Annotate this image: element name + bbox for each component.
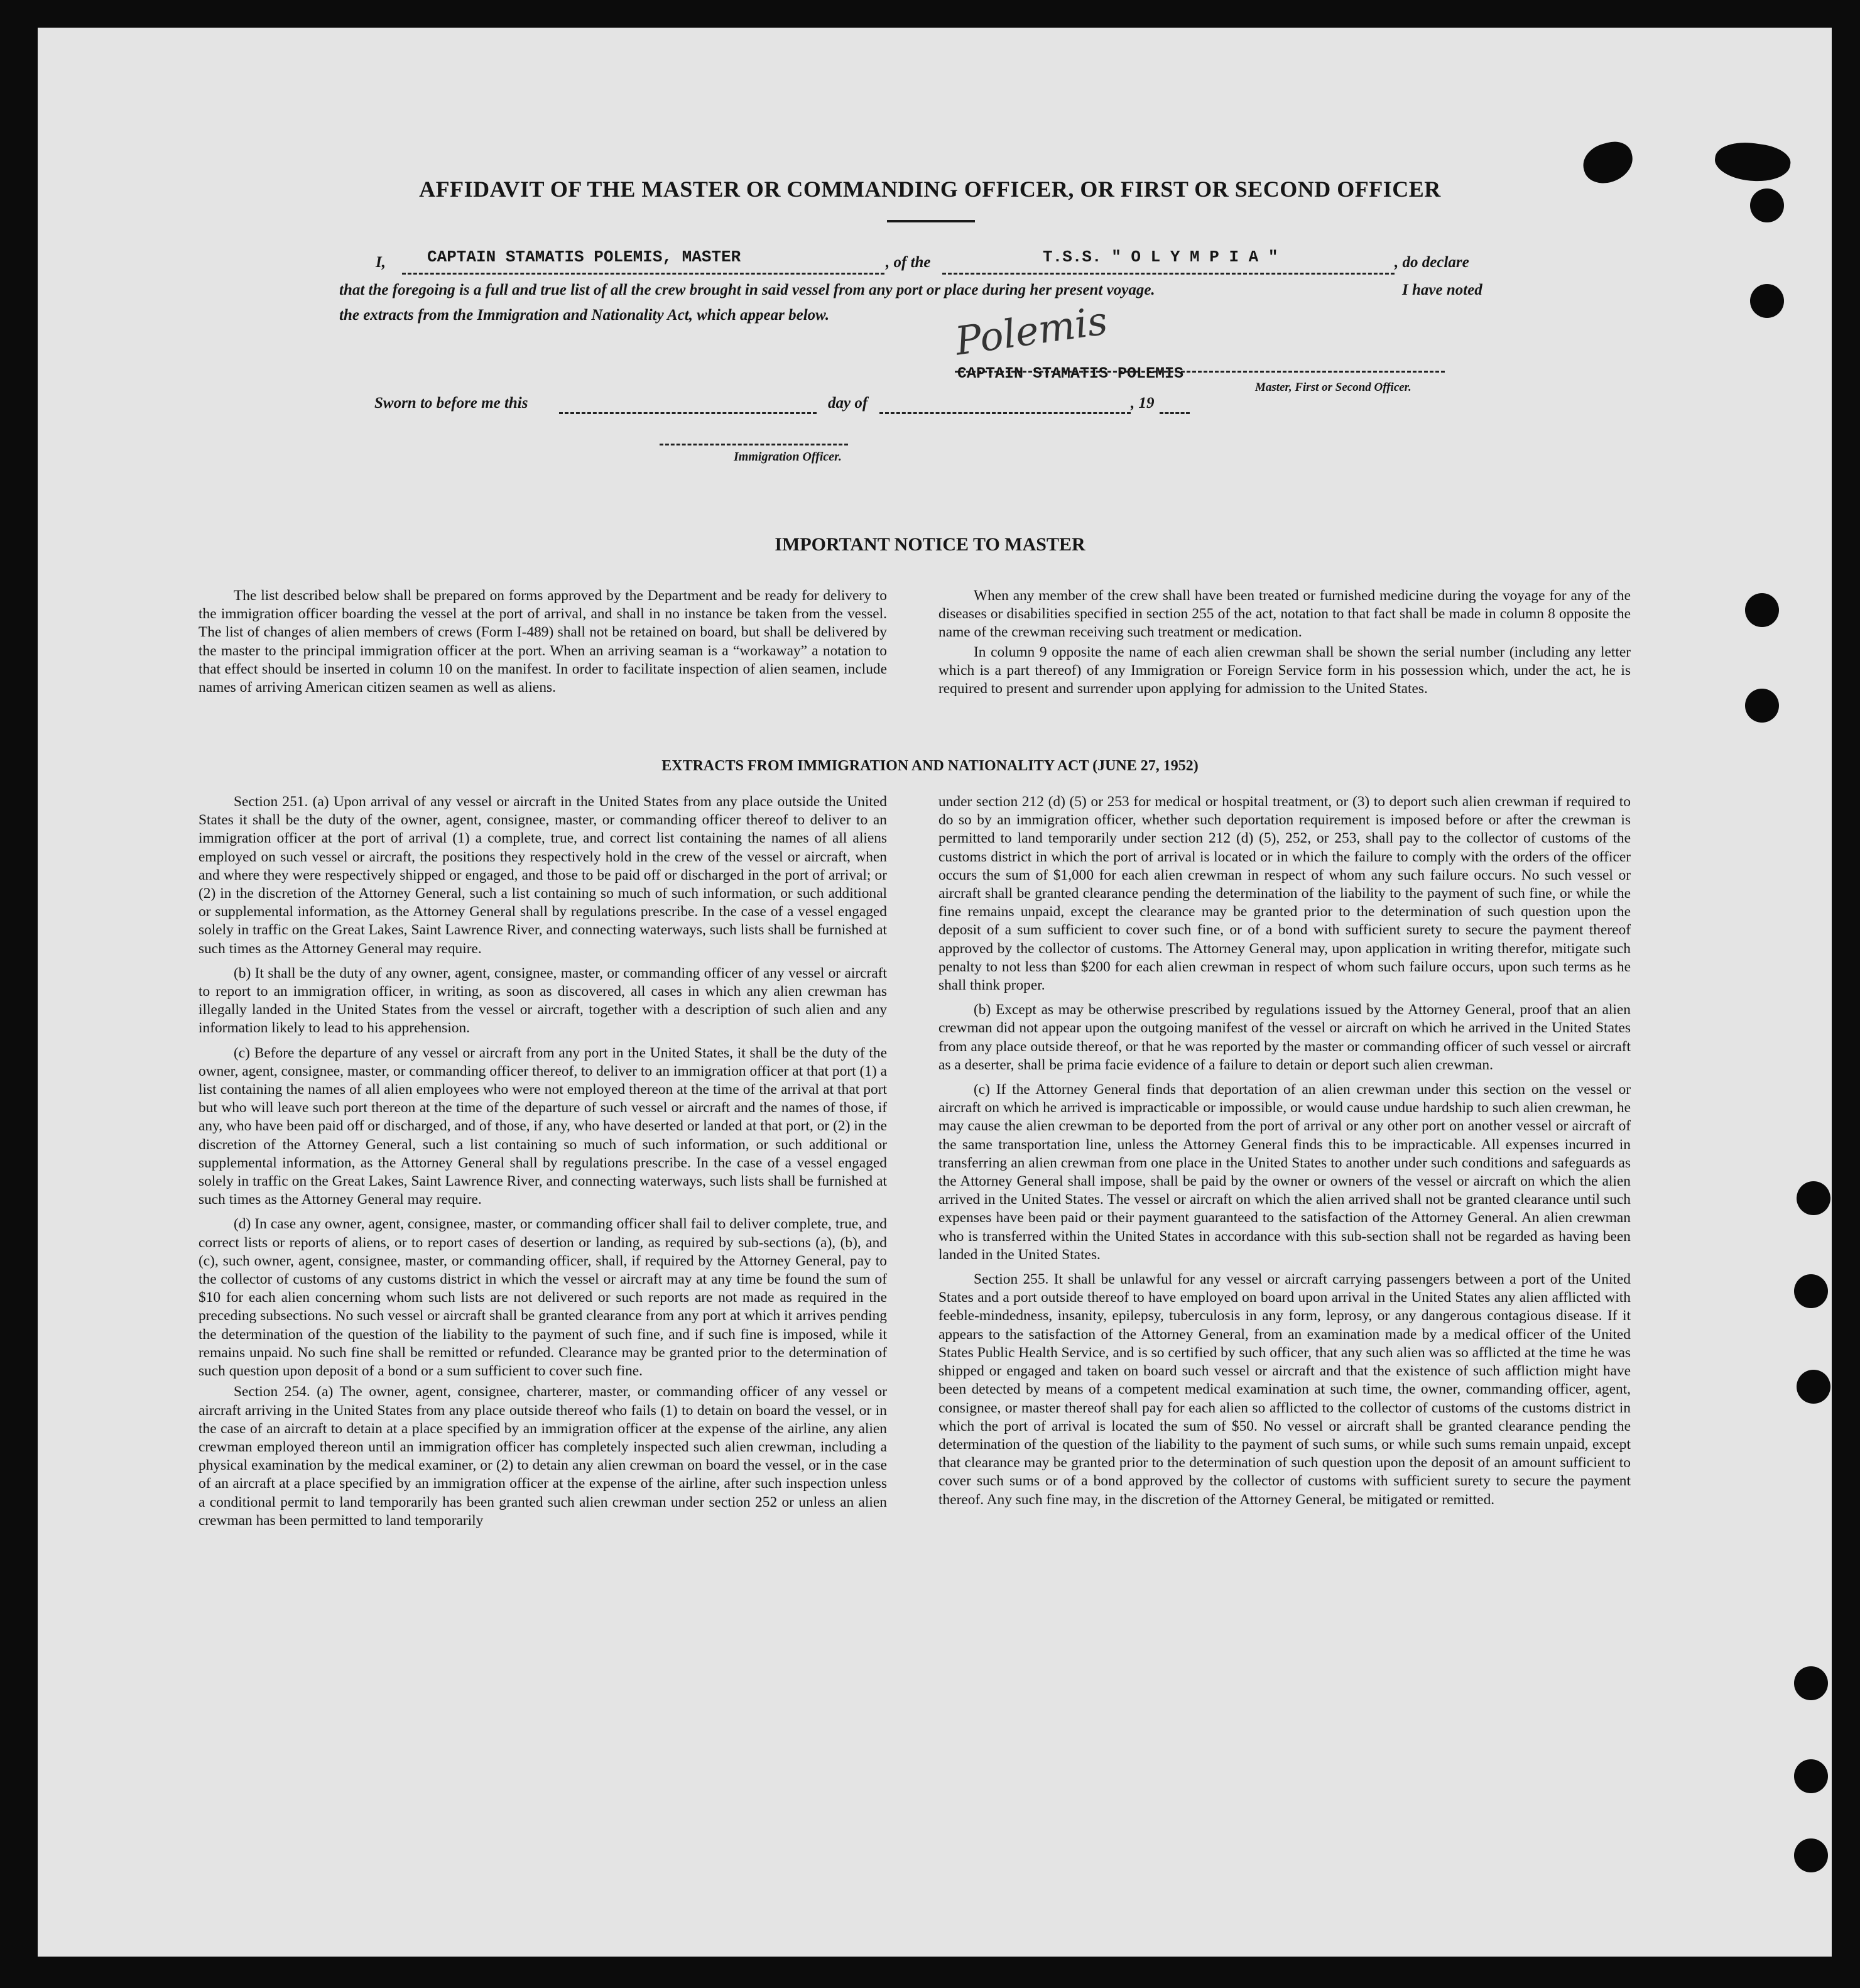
- section-251-c: (c) Before the departure of any vessel or aircraft from any port in the United States, it shall be the duty of the owner, agent, consignee, master, or commanding officer thereof, to deliver to an immigration officer at that port (1) a list containing the names of all alien employees who were not employed thereon at the time of the arrival at that port but who will leave such port thereon at the time of the departure of such vessel or aircraft and the names of those, if any, who have been paid off or discharged, and of those, if any, who have deserted or landed at that port, or (2) in the discretion of the Attorney General, such a list containing so much of such information, or such additional or supplemental information, as the Attorney General shall by regulations prescribe. In the case of a vessel engaged solely in traffic on the Great Lakes, Saint Lawrence River, and connecting waterways, such lists shall be furnished at such times as the Attorney General may require.: [199, 1044, 887, 1208]
- month-line: [879, 412, 1131, 414]
- punch-hole: [1794, 1838, 1828, 1872]
- section-251-a: Section 251. (a) Upon arrival of any vessel or aircraft in the United States from any place outside the United States it shall be the duty of the owner, agent, consignee, master, or commanding officer thereof to deliver to an immigration officer at the port of arrival (1) a complete, true, and correct list containing the names of all aliens employed on such vessel or aircraft, the positions they respectively hold in the crew of the vessel or aircraft, when and where they were respectively shipped or engaged, and those to be paid off or discharged in the port of arrival; or (2) in the discretion of the Attorney General, such a list containing so much of such information, or such additional or supplemental information, as the Attorney General shall by regulations prescribe. In the case of a vessel engaged solely in traffic on the Great Lakes, Saint Lawrence River, and connecting waterways, such lists shall be furnished at such times as the Attorney General may require.: [199, 794, 887, 957]
- punch-hole: [1745, 593, 1779, 627]
- signer-role: Master, First or Second Officer.: [1255, 381, 1411, 394]
- section-254-b: (b) Except as may be otherwise prescribed by regulations issued by the Attorney General, proof that an alien crewman did not appear upon the outgoing manifest of the vessel or aircraft on which he arrived in the United States from any place outside thereof, or that he was reported by the master or commanding officer of such vessel or aircraft as a deserter, shall be prima facie evidence of a failure to detain or deport such alien crewman.: [938, 1002, 1631, 1073]
- of-the-label: , of the: [886, 254, 931, 271]
- section-255: Section 255. It shall be unlawful for any vessel or aircraft carrying passengers between a port of the United States and a port outside thereof to have employed on board upon arrival in the United States any alien afflicted with feeble-mindedness, insanity, epilepsy, tuberculosis in any form, leprosy, or any dangerous contagious disease. If it appears to the satisfaction of the Attorney General, from an examination made by a medical officer of the United States Public Health Service, and is so certified by such officer, that any such alien was so afflicted at the time he was shipped or engaged and taken on board such vessel or aircraft and that the existence of such affliction might have been detected by means of a competent medical examination at such time, the owner, commanding officer, agent, consignee, or master thereof shall pay for each alien so afflicted to the collector of customs of the customs district in which the port of arrival is located the sum of $50. No vessel or aircraft shall be granted clearance pending the determination of the question of the liability to the payment of such sums, or while such sums remain unpaid, except that clearance may be granted prior to the determination of such question upon the deposit of an amount sufficient to cover such sums or of a bond approved by the collector of customs with sufficient surety to secure the payment thereof. Any such fine may, in the discretion of the Attorney General, be mitigated or remitted.: [938, 1271, 1631, 1508]
- sworn-date-line: [559, 412, 817, 414]
- punch-hole: [1794, 1759, 1828, 1793]
- affidavit-title: AFFIDAVIT OF THE MASTER OR COMMANDING OFFICER, OR FIRST OR SECOND OFFICER: [419, 177, 1441, 202]
- section-251-b: (b) It shall be the duty of any owner, agent, consignee, master, or commanding officer of any vessel or aircraft to report to an immigration officer, in writing, as soon as discovered, all cases in which any alien crewman has illegally landed in the United States from the vessel or aircraft, together with a description of such alien and any information likely to lead to his apprehension.: [199, 964, 887, 1037]
- affidavit-line-2-end: I have noted: [1402, 281, 1482, 298]
- extracts-right-column: [938, 793, 1631, 1516]
- punch-hole: [1794, 1274, 1828, 1308]
- title-divider: [887, 220, 975, 222]
- notice-left-text: The list described below shall be prepared on forms approved by the Department and be ready for delivery to the immigration officer boarding the vessel at the port of arrival, and shall in no instance be taken from the vessel. The list of changes of alien members of crews (Form I-489) shall not be retained on board, but shall be delivered by the master to the principal immigration officer at the port. When an arriving seaman is a “workaway” a notation to that effect should be inserted in column 10 on the manifest. In order to facilitate inspection of alien seamen, include names of arriving American citizen seamen as well as aliens.: [199, 587, 887, 696]
- notice-left-column: [199, 587, 887, 703]
- affidavit-line-2: that the foregoing is a full and true list of all the crew brought in said vessel from any port or place during her present voyage.: [339, 281, 1155, 298]
- section-254-a: Section 254. (a) The owner, agent, consignee, charterer, master, or commanding officer of any vessel or aircraft arriving in the United States from any place outside thereof who fails (1) to detain on board the vessel, or in the case of an aircraft to detain at a place specified by an immigration officer at the expense of the airline, any alien crewman employed thereon until an immigration officer has completely inspected such alien crewman, including a physical examination by the medical examiner, or (2) to detain any alien crewman on board the vessel, or in the case of an aircraft at a place specified by an immigration officer at the expense of the airline, after such inspection unless a conditional permit to land temporarily has been granted such alien crewman under section 252 or unless an alien crewman has been permitted to land temporarily: [199, 1384, 887, 1529]
- extracts-left-column: [199, 793, 887, 1536]
- officer-line: [660, 444, 848, 445]
- punch-hole: [1745, 689, 1779, 723]
- year-label: , 19: [1131, 395, 1155, 412]
- sworn-label: Sworn to before me this: [374, 395, 528, 412]
- section-251-d: (d) In case any owner, agent, consignee, master, or commanding officer shall fail to deliver complete, true, and correct lists or reports of aliens, or to report cases of desertion or landing, as required by sub-sections (a), (b), and (c), such owner, agent, consignee, master, or commanding officer, shall, if required by the Attorney General, pay to the collector of customs of any customs district in which the vessel or aircraft may at any time be found the sum of $10 for each alien concerning whom such lists are not delivered or such reports are not made as required in the preceding subsections. No such vessel or aircraft shall be granted clearance from any port at which it arrives pending the determination of the question of the liability to the payment of such fine, and if such fine is imposed, while it remains unpaid. No such fine shall be remitted or refunded. Clearance may be granted prior to the determination of such question upon deposit of a bond or a sum sufficient to cover such fine.: [199, 1216, 887, 1380]
- punch-hole: [1750, 284, 1784, 318]
- vessel-name: T.S.S. " O L Y M P I A ": [1043, 248, 1278, 266]
- signer-typed-name: CAPTAIN STAMATIS POLEMIS: [957, 364, 1184, 383]
- notice-title: IMPORTANT NOTICE TO MASTER: [775, 534, 1085, 555]
- notice-right-column: [938, 587, 1631, 704]
- immigration-officer-label: Immigration Officer.: [734, 450, 842, 464]
- extracts-title: EXTRACTS FROM IMMIGRATION AND NATIONALITY ACT (JUNE 27, 1952): [661, 758, 1199, 774]
- day-of-label: day of: [828, 395, 868, 412]
- section-254-c: (c) If the Attorney General finds that deportation of an alien crewman under this section on the vessel or aircraft on which he arrived is impracticable or impossible, or would cause undue hardship to such alien crewman, he may cause the alien crewman to be deported from the port of arrival or any other port on another vessel or aircraft of the same transportation line, unless the Attorney General finds this to be impracticable. All expenses incurred in transferring an alien crewman from one place in the United States to another under such conditions and safeguards as the Attorney General shall impose, shall be paid by the owner or owners of the vessel or aircraft on which the alien arrived in the United States. The vessel or aircraft on which the alien arrived shall not be granted clearance until such expenses have been paid or their payment guaranteed to the satisfaction of the Attorney General. An alien crewman who is transferred within the United States in accordance with this sub-section shall not be regarded as having been landed in the United States.: [938, 1081, 1631, 1263]
- affidavit-line-3: the extracts from the Immigration and Nationality Act, which appear below.: [339, 307, 830, 324]
- year-line: [1160, 412, 1190, 414]
- notice-right-text-2: In column 9 opposite the name of each alien crewman shall be shown the serial number (including any letter which is a part thereof) of any Immigration or Foreign Service form in his possession which, under the act, he is required to present and surrender upon applying for admission to the United States.: [938, 643, 1631, 697]
- do-declare-label: , do declare: [1395, 254, 1469, 271]
- punch-hole: [1797, 1181, 1830, 1215]
- punch-hole: [1797, 1370, 1830, 1404]
- declarant-name: CAPTAIN STAMATIS POLEMIS, MASTER: [427, 248, 741, 266]
- declarant-line: [402, 273, 884, 275]
- notice-right-text-1: When any member of the crew shall have been treated or furnished medicine during the voyage for any of the diseases or disabilities specified in section 255 of the act, notation to that fact shall be made in column 8 opposite the name of the crewman receiving such treatment or medication.: [938, 587, 1631, 641]
- affidavit-i-label: I,: [376, 254, 386, 271]
- section-254-a-continued: under section 212 (d) (5) or 253 for medical or hospital treatment, or (3) to deport such alien crewman if required to do so by an immigration officer, whether such deportation requirement is imposed before or after the crewman is permitted to land temporarily under section 212 (d) (5), 252, or 253, shall pay to the collector of customs of the customs district in which the port of arrival is located or in which the failure to comply with the orders of the officer occurs the sum of $1,000 for each alien crewman in respect of whom any such failure occurs. No such vessel or aircraft shall be granted clearance pending the determination of the liability to the payment of such fine, or while the fine remains unpaid, except the clearance may be granted prior to the determination of such question upon the deposit of a sum sufficient to cover such fine, or of a bond with sufficient surety to secure the payment thereof approved by the collector of customs. The Attorney General may, upon application in writing therefor, mitigate such penalty to not less than $200 for each alien crewman in respect of whom such failure occurs, upon such terms as he shall think proper.: [938, 794, 1631, 994]
- vessel-line: [942, 273, 1395, 275]
- master-signature: Polemis: [952, 297, 1111, 364]
- punch-hole: [1794, 1666, 1828, 1700]
